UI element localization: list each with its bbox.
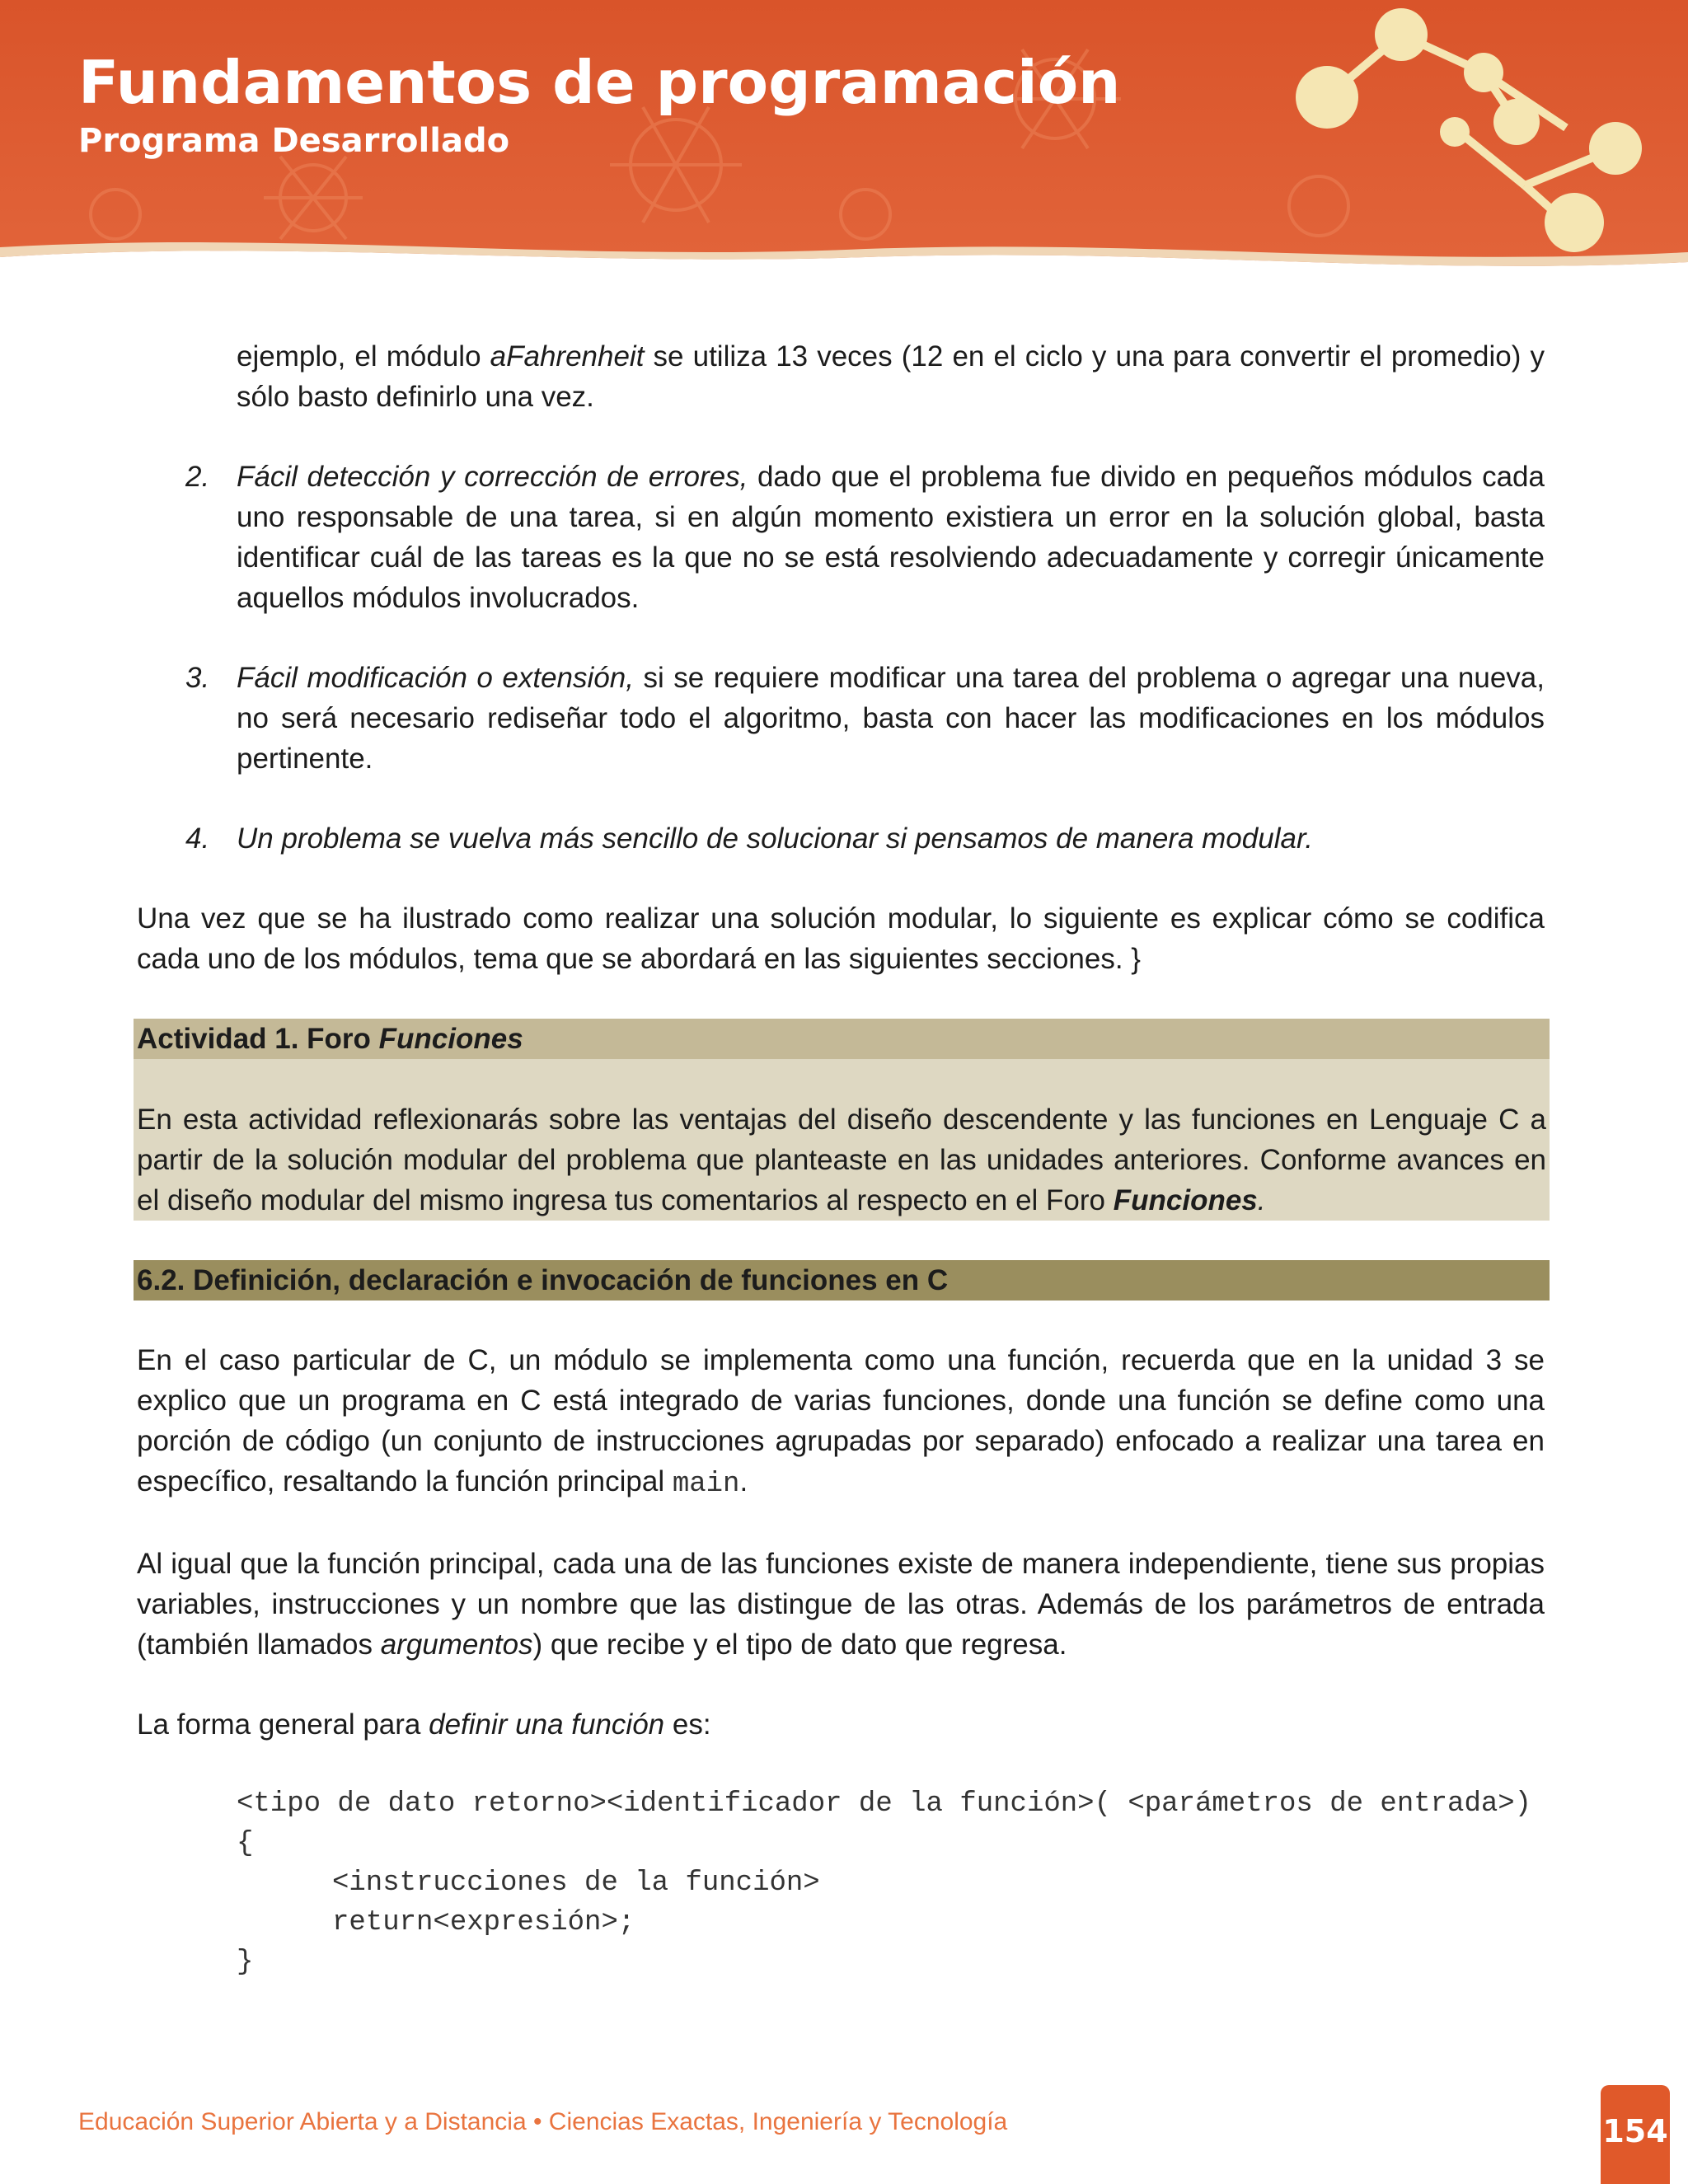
header-banner (0, 0, 1688, 297)
code-line: } (237, 1947, 254, 1978)
page-number: 154 (1602, 2113, 1668, 2149)
continuation-paragraph: ejemplo, el módulo aFahrenheit se utiliza 13 veces (12 en el ciclo y una para convertir el promedio) y sólo basto definirlo una vez. (237, 340, 1545, 413)
module-name: aFahrenheit (490, 340, 645, 373)
body-paragraph: La forma general para definir una función es: (137, 1708, 711, 1741)
code-line: <instrucciones de la función> (332, 1868, 820, 1899)
list-number: 4. (185, 823, 210, 855)
activity-box (134, 1019, 1550, 1221)
body-paragraph: Al igual que la función principal, cada una de las funciones existe de manera independiente, tiene sus propias variables, instrucciones y un nombre que las distingue de las otras. Además de los parámetros de entrada (también llamados argumentos) que recibe y el tipo de dato que regresa. (137, 1548, 1545, 1661)
inline-code: main (672, 1469, 740, 1500)
document-body (137, 336, 1545, 1982)
list-item: 2. Fácil detección y corrección de errores, dado que el problema fue divido en pequeños módulos cada uno responsable de una tarea, si en algún momento existiera un error en la solución global, basta identificar cuál de las tareas es la que no se está resolviendo adecuadamente y corregir únicamente aquellos módulos involucrados. (237, 457, 1545, 618)
header-title: Fundamentos de programación (78, 48, 1121, 117)
summary-paragraph: Una vez que se ha ilustrado como realizar una solución modular, lo siguiente es explicar cómo se codifica cada uno de los módulos, tema que se abordará en las siguientes secciones. } (137, 902, 1545, 975)
code-line: return<expresión>; (332, 1907, 635, 1938)
code-line: <tipo de dato retorno><identificador de la función>( <parámetros de entrada>) (237, 1788, 1532, 1820)
section-heading: 6.2. Definición, declaración e invocación de funciones en C (134, 1260, 1550, 1301)
footer-text: Educación Superior Abierta y a Distancia • Ciencias Exactas, Ingeniería y Tecnología (78, 2108, 1008, 2135)
header-subtitle: Programa Desarrollado (78, 122, 510, 160)
list-item: 3. Fácil modificación o extensión, si se requiere modificar una tarea del problema o agregar una nueva, no será necesario rediseñar todo el algoritmo, basta con hacer las modificaciones en los módulos pertinente. (237, 658, 1545, 779)
activity-text: En esta actividad reflexionarás sobre las ventajas del diseño descendente y las funciones en Lenguaje C a partir de la solución modular del problema que planteaste en las unidades anteriores. Conforme avances en el diseño modular del mismo ingresa tus comentarios al respecto en el Foro Funciones. (137, 1104, 1546, 1216)
code-line: { (237, 1828, 254, 1859)
code-block (137, 1784, 1545, 1982)
list-item: 4. Un problema se vuelva más sencillo de solucionar si pensamos de manera modular. (237, 818, 1545, 859)
activity-title: Actividad 1. Foro Funciones (134, 1019, 1550, 1059)
list-number: 3. (185, 662, 210, 694)
body-paragraph: En el caso particular de C, un módulo se implementa como una función, recuerda que en la unidad 3 se explico que un programa en C está integrado de varias funciones, donde una función se define como una porción de código (un conjunto de instrucciones agrupadas por separado) enfocado a realizar una tarea en específico, resaltando la función principal main. (137, 1344, 1545, 1500)
list-number: 2. (185, 461, 210, 493)
